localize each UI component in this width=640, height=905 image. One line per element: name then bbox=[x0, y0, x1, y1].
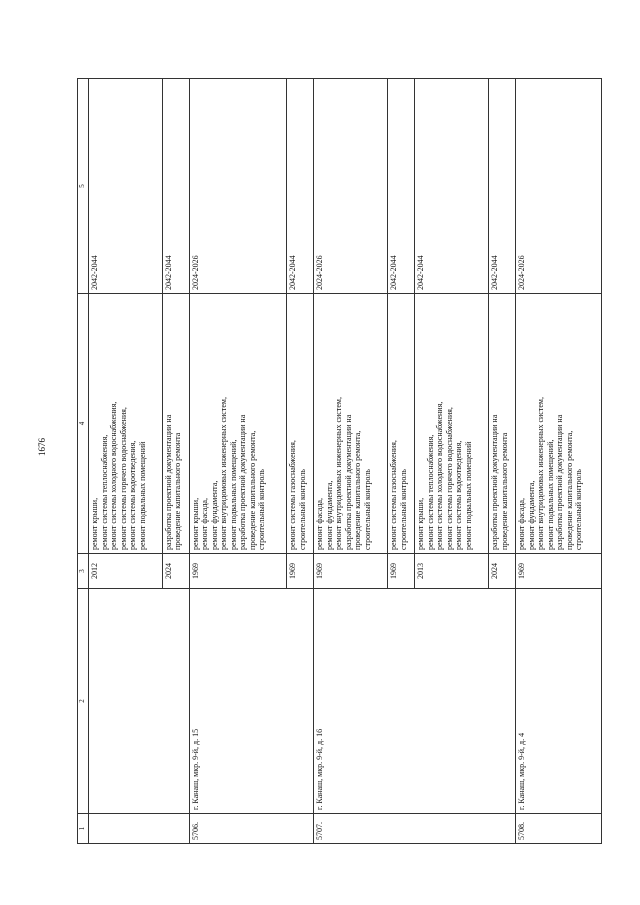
works-cell bbox=[388, 294, 415, 554]
period-cell: 2042-2044 bbox=[287, 79, 314, 294]
work-item: ремонт внутридомовых инженерных систем, bbox=[334, 397, 344, 550]
header-row bbox=[78, 79, 89, 844]
year-cell: 1969 bbox=[388, 554, 415, 589]
works-cell bbox=[287, 294, 314, 554]
work-item: ремонт системы теплоснабжения, bbox=[425, 434, 435, 550]
work-item: разработка проектной документации на bbox=[555, 414, 565, 550]
work-item: строительный контроль bbox=[398, 469, 408, 550]
work-item: ремонт крыши, bbox=[416, 497, 426, 550]
year-cell: 1969 bbox=[516, 554, 602, 589]
work-item: проведение капитального ремонта, bbox=[353, 430, 363, 550]
period-cell: 2024-2026 bbox=[189, 79, 286, 294]
row-number bbox=[89, 814, 190, 844]
work-item: разработка проектной документации на bbox=[238, 414, 248, 550]
work-item: ремонт системы холодного водоснабжения, bbox=[435, 401, 445, 550]
work-item: ремонт крыши, bbox=[90, 497, 99, 550]
year-cell: 1969 bbox=[314, 554, 388, 589]
work-item: строительный контроль bbox=[362, 469, 372, 550]
work-item: ремонт фасада, bbox=[517, 498, 527, 550]
work-item: ремонт системы газоснабжения, bbox=[288, 440, 298, 550]
work-item: ремонт системы теплоснабжения, bbox=[99, 434, 109, 550]
row-number: 5706. bbox=[189, 814, 313, 844]
address-cell: г. Канаш, мкр. 9-й, д. 16 bbox=[314, 589, 516, 814]
period-cell: 2042-2044 bbox=[489, 79, 516, 294]
address-cell: г. Канаш, мкр. 9-й, д. 4 bbox=[516, 589, 602, 814]
work-item: ремонт системы водоотведения, bbox=[454, 440, 464, 550]
period-cell: 2024-2026 bbox=[516, 79, 602, 294]
work-item: ремонт внутридомовых инженерных систем, bbox=[536, 397, 546, 550]
page-number: 1676 bbox=[37, 438, 47, 456]
works-cell bbox=[489, 294, 516, 554]
work-item: разработка проектной документации на bbox=[343, 414, 353, 550]
repair-schedule-table bbox=[77, 78, 602, 844]
work-item: ремонт крыши, bbox=[190, 497, 200, 550]
work-item: проведение капитального ремонта bbox=[173, 432, 183, 550]
header-col-1: 1 bbox=[78, 814, 89, 844]
year-cell: 2024 bbox=[489, 554, 516, 589]
works-cell bbox=[314, 294, 388, 554]
table-row bbox=[89, 79, 163, 844]
work-item: ремонт внутридомовых инженерных систем, bbox=[219, 397, 229, 550]
work-item: ремонт системы горячего водоснабжения, bbox=[118, 407, 128, 550]
works-cell bbox=[162, 294, 189, 554]
table-row bbox=[314, 79, 388, 844]
work-item: ремонт подвальных помещений bbox=[463, 441, 473, 550]
year-cell: 2024 bbox=[162, 554, 189, 589]
period-cell: 2042-2044 bbox=[89, 79, 163, 294]
work-item: разработка проектной документации на bbox=[163, 414, 173, 550]
year-cell: 1969 bbox=[189, 554, 286, 589]
rotated-sheet bbox=[77, 79, 602, 844]
work-item: строительный контроль bbox=[574, 469, 584, 550]
works-cell bbox=[516, 294, 602, 554]
works-cell bbox=[189, 294, 286, 554]
work-item: строительный контроль bbox=[257, 469, 267, 550]
header-col-4: 4 bbox=[78, 294, 89, 554]
work-item: ремонт системы холодного водоснабжения, bbox=[109, 401, 118, 550]
work-item: ремонт фундамента, bbox=[526, 480, 536, 550]
work-item: ремонт системы горячего водоснабжения, bbox=[444, 407, 454, 550]
row-number: 5707. bbox=[314, 814, 516, 844]
work-item: ремонт системы водоотведения, bbox=[128, 440, 137, 550]
period-cell: 2042-2044 bbox=[415, 79, 489, 294]
work-item: ремонт фундамента, bbox=[324, 480, 334, 550]
work-item: ремонт фасада, bbox=[315, 498, 325, 550]
period-cell: 2042-2044 bbox=[162, 79, 189, 294]
year-cell: 2012 bbox=[89, 554, 163, 589]
work-item: ремонт системы газоснабжения, bbox=[389, 440, 399, 550]
works-cell bbox=[415, 294, 489, 554]
work-item: проведение капитального ремонта bbox=[499, 432, 509, 550]
year-cell: 1969 bbox=[287, 554, 314, 589]
table-row bbox=[516, 79, 602, 844]
period-cell: 2024-2026 bbox=[314, 79, 388, 294]
work-item: ремонт фасада, bbox=[200, 498, 210, 550]
row-number: 5708. bbox=[516, 814, 602, 844]
work-item: ремонт подвальных помещений, bbox=[228, 439, 238, 550]
period-cell: 2042-2044 bbox=[388, 79, 415, 294]
year-cell: 2013 bbox=[415, 554, 489, 589]
work-item: ремонт подвальных помещений, bbox=[545, 439, 555, 550]
work-item: проведение капитального ремонта, bbox=[247, 430, 257, 550]
works-cell bbox=[89, 294, 163, 554]
address-cell: г. Канаш, мкр. 9-й, д. 15 bbox=[189, 589, 313, 814]
table-body bbox=[89, 79, 602, 844]
work-item: ремонт фундамента, bbox=[209, 480, 219, 550]
header-col-2: 2 bbox=[78, 589, 89, 814]
work-item: строительный контроль bbox=[297, 469, 307, 550]
work-item: ремонт подвальных помещений bbox=[137, 441, 147, 550]
work-item: проведение капитального ремонта, bbox=[564, 430, 574, 550]
header-col-5: 5 bbox=[78, 79, 89, 294]
header-col-3: 3 bbox=[78, 554, 89, 589]
address-cell bbox=[89, 589, 190, 814]
table-row bbox=[189, 79, 286, 844]
work-item: разработка проектной документации на bbox=[490, 414, 500, 550]
